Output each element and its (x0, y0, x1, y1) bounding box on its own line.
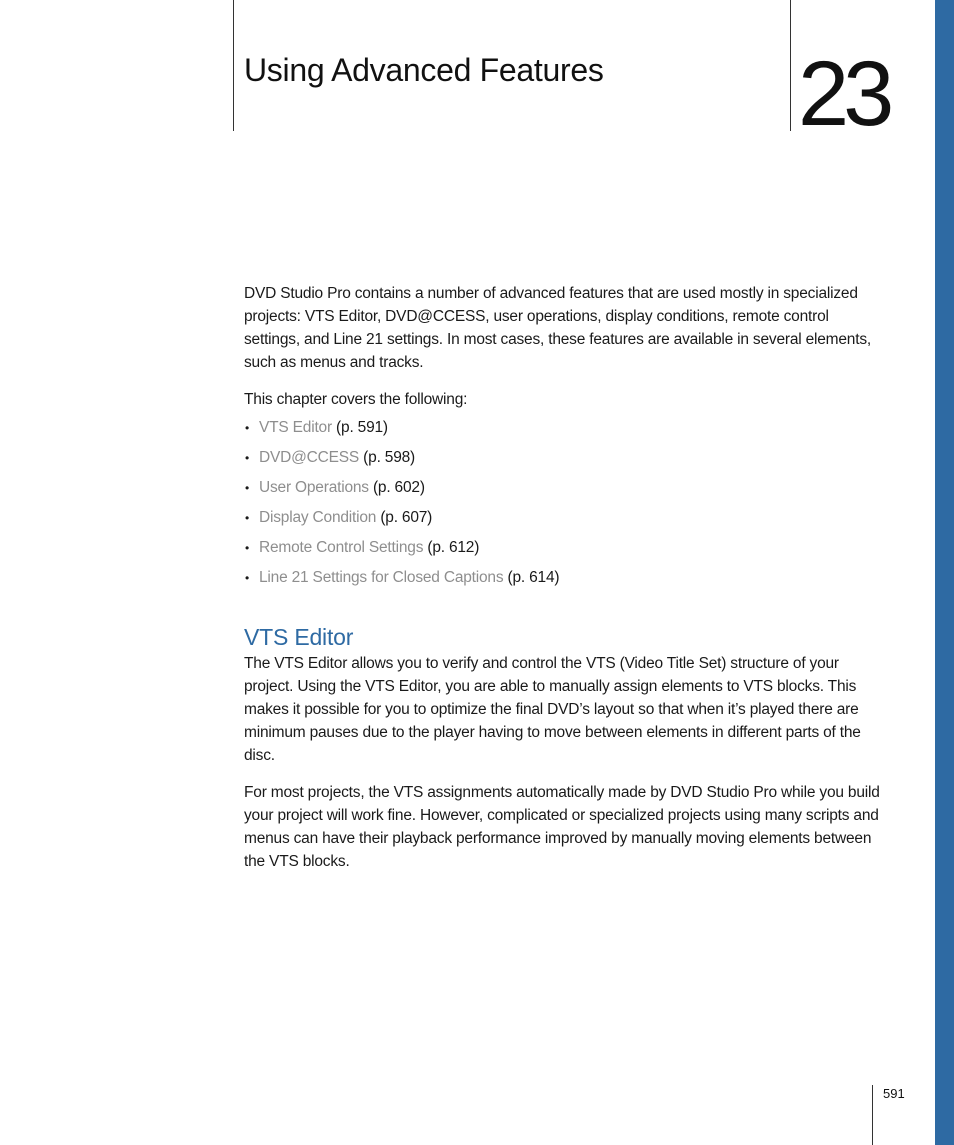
toc-item (244, 563, 884, 593)
bullet-icon: • (245, 451, 250, 465)
chapter-tab-bar (935, 0, 954, 1145)
toc-item (244, 533, 884, 563)
bullet-icon: • (245, 541, 250, 555)
chapter-toc (244, 413, 884, 593)
toc-page-ref: (p. 614) (503, 569, 560, 586)
page-number: 591 (883, 1086, 905, 1101)
toc-item (244, 413, 884, 443)
section-paragraph: The VTS Editor allows you to verify and control the VTS (Video Title Set) structure of your project. Using the VTS Editor, you are able to manually assign elements to VTS blocks. This makes it possible for you to optimize the final DVD’s layout so that when it’s played there are minimum pauses due to the player having to move between elements in different parts of the disc. (244, 655, 861, 764)
toc-page-ref: (p. 591) (331, 419, 388, 436)
bullet-icon: • (245, 421, 250, 435)
toc-page-ref: (p. 612) (423, 539, 480, 556)
toc-item (244, 503, 884, 533)
section-paragraph: For most projects, the VTS assignments automatically made by DVD Studio Pro while you build your project will work fine. However, complicated or specialized projects using many scripts and menus can have their playback performance improved by manually moving elements between the VTS blocks. (244, 784, 880, 870)
intro-paragraph: DVD Studio Pro contains a number of advanced features that are used mostly in specialized projects: VTS Editor, DVD@CCESS, user operations, display conditions, remote control settings, and Line 21 settings. In most cases, these features are available in several elements, such as menus and tracks. (244, 285, 871, 371)
toc-page-ref: (p. 598) (359, 449, 416, 466)
toc-link-remote-control-settings[interactable]: Remote Control Settings (259, 539, 424, 556)
toc-link-vts-editor[interactable]: VTS Editor (259, 419, 332, 436)
bullet-icon: • (245, 571, 250, 585)
toc-lead-in: This chapter covers the following: (244, 391, 468, 408)
main-content (244, 282, 884, 887)
section-heading-vts-editor: VTS Editor (244, 624, 354, 650)
toc-link-display-condition[interactable]: Display Condition (259, 509, 377, 526)
toc-page-ref: (p. 602) (368, 479, 425, 496)
footer-rule (872, 1085, 873, 1145)
toc-page-ref: (p. 607) (376, 509, 433, 526)
chapter-number: 23 (798, 43, 889, 145)
bullet-icon: • (245, 481, 250, 495)
toc-link-dvdccess[interactable]: DVD@CCESS (259, 449, 360, 466)
header-rule-right (790, 0, 791, 131)
bullet-icon: • (245, 511, 250, 525)
toc-item (244, 473, 884, 503)
toc-item (244, 443, 884, 473)
header-rule-left (233, 0, 234, 131)
toc-link-user-operations[interactable]: User Operations (259, 479, 369, 496)
toc-link-line21-settings[interactable]: Line 21 Settings for Closed Captions (259, 569, 504, 586)
chapter-title: Using Advanced Features (244, 52, 604, 88)
